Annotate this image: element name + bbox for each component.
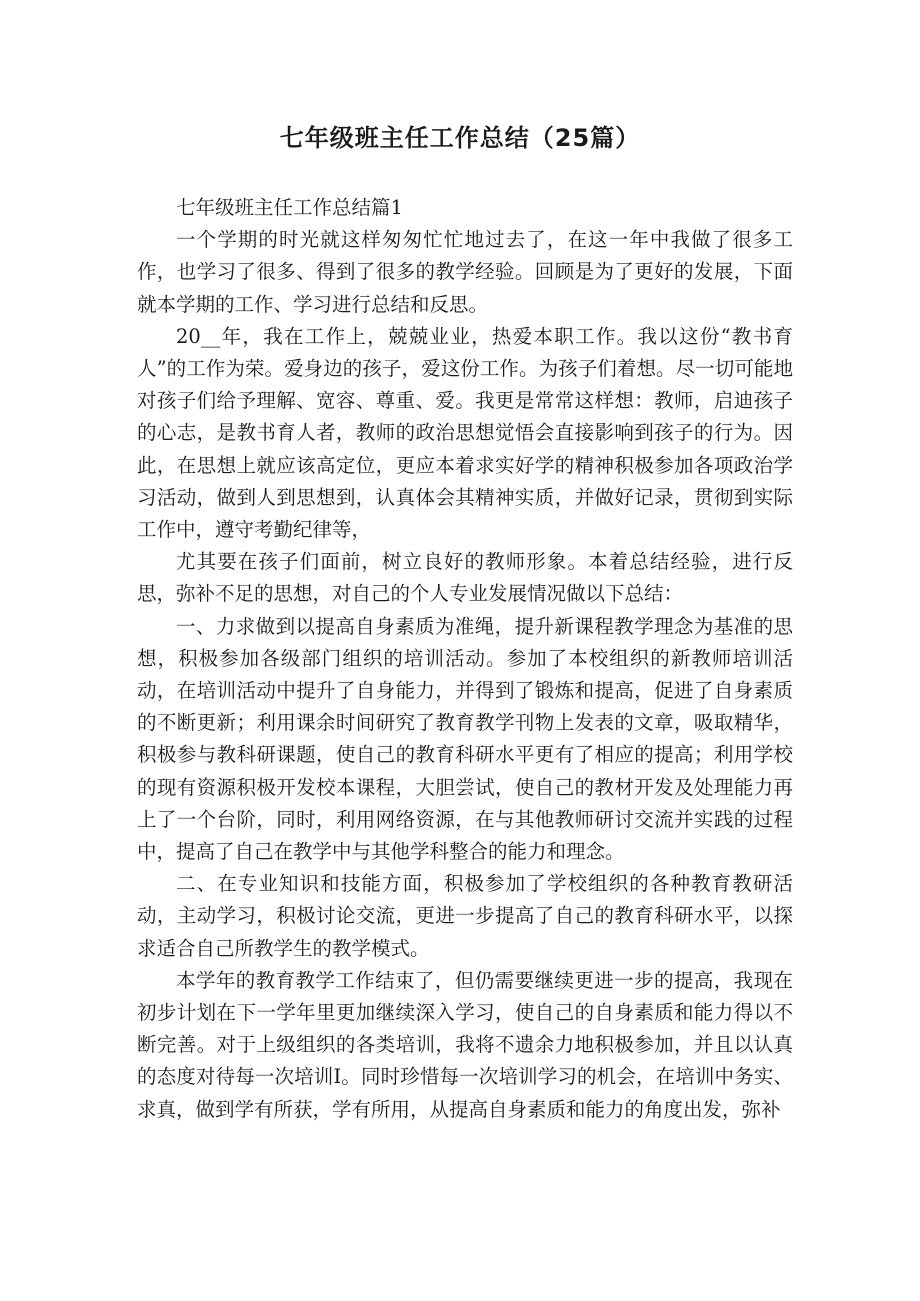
document-title: 七年级班主任工作总结（25篇）: [279, 124, 641, 152]
section-heading: 七年级班主任工作总结篇1: [176, 196, 403, 219]
paragraph: 本学年的教育教学工作结束了，但仍需要继续更进一步的提高，我现在初步计划在下一学年里更加继续深入学习，使自己的自身素质和能力得以不断完善。对于上级组织的各类培训，我将不遗余力地积极参加，并且以认真的态度对待每一次培训I。同时珍惜每一次培训学习的机会，在培训中务实、求真，做到学有所获，学有所用，从提高自身素质和能力的角度出发，弥补: [137, 968, 793, 1121]
paragraph: 二、在专业知识和技能方面，积极参加了学校组织的各种教育教研活动，主动学习，积极讨论交流，更进一步提高了自己的教育科研水平，以探求适合自己所教学生的教学模式。: [137, 872, 793, 960]
paragraph: 20__年，我在工作上，兢兢业业，热爱本职工作。我以这份“教书育人”的工作为荣。爱身边的孩子，爱这份工作。为孩子们着想。尽一切可能地对孩子们给予理解、宽容、尊重、爱。我更是常常这样想：教师，启迪孩子的心志，是教书育人者，教师的政治思想觉悟会直接影响到孩子的行为。因此，在思想上就应该高定位，更应本着求实好学的精神积极参加各项政治学习活动，做到人到思想到，认真体会其精神实质，并做好记录，贯彻到实际工作中，遵守考勤纪律等，: [137, 324, 793, 542]
paragraph: 一个学期的时光就这样匆匆忙忙地过去了，在这一年中我做了很多工作，也学习了很多、得到了很多的教学经验。回顾是为了更好的发展，下面就本学期的工作、学习进行总结和反思。: [137, 228, 793, 316]
document-body: [137, 192, 793, 1126]
paragraph: 尤其要在孩子们面前，树立良好的教师形象。本着总结经验，进行反思，弥补不足的思想，对自己的个人专业发展情况做以下总结：: [137, 550, 793, 606]
paragraph: 一、力求做到以提高自身素质为准绳，提升新课程教学理念为基准的思想，积极参加各级部门组织的培训活动。参加了本校组织的新教师培训活动，在培训活动中提升了自身能力，并得到了锻炼和提高，促进了自身素质的不断更新；利用课余时间研究了教育教学刊物上发表的文章，吸取精华，积极参与教科研课题，使自己的教育科研水平更有了相应的提高；利用学校的现有资源积极开发校本课程，大胆尝试，使自己的教材开发及处理能力再上了一个台阶，同时，利用网络资源，在与其他教师研讨交流并实践的过程中，提高了自己在教学中与其他学科整合的能力和理念。: [137, 614, 793, 864]
